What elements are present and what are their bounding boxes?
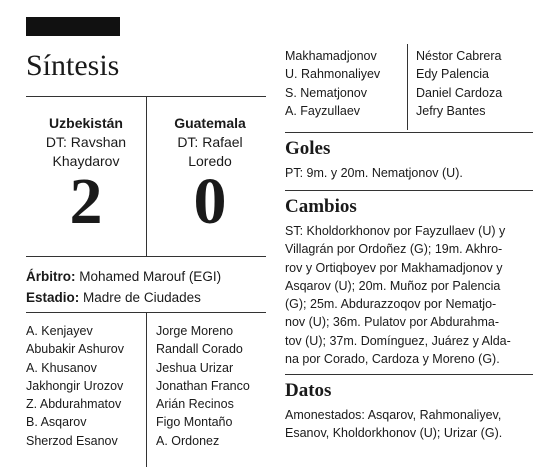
- text-line: Villagrán por Ordoñez (G); 19m. Akhro-: [285, 242, 503, 257]
- text-line: nov (U); 36m. Pulatov por Abdurahma-: [285, 315, 499, 330]
- list-item: B. Asqarov: [26, 415, 87, 430]
- divider: [285, 132, 533, 133]
- list-item: A. Fayzullaev: [285, 103, 361, 118]
- score-divider: [146, 96, 147, 256]
- home-score: 2: [69, 165, 103, 238]
- list-item: Figo Montaño: [156, 415, 233, 430]
- list-item: Daniel Cardoza: [416, 85, 503, 100]
- divider: [285, 190, 533, 191]
- away-coach-line2: Loredo: [188, 153, 232, 169]
- page-title: Síntesis: [26, 49, 120, 82]
- list-item: Jonathan Franco: [156, 378, 250, 393]
- header-bar: [26, 17, 120, 36]
- referee-row: [26, 266, 221, 287]
- cambios-heading: Cambios: [285, 196, 357, 217]
- text-line: (G); 25m. Abdurazzoqov por Nematjo-: [285, 297, 497, 312]
- away-team: [150, 114, 270, 171]
- list-item: A. Khusanov: [26, 360, 97, 375]
- datos-heading: Datos: [285, 380, 332, 401]
- stadium-label: Estadio:: [26, 290, 80, 305]
- text-line: Esanov, Kholdorkhonov (U); Urizar (G).: [285, 426, 503, 441]
- home-coach-line1: DT: Ravshan: [45, 134, 127, 150]
- referee-label: Árbitro:: [26, 269, 76, 284]
- datos-text: [285, 406, 533, 443]
- list-item: S. Nematjonov: [285, 85, 367, 100]
- list-item: A. Kenjayev: [26, 324, 93, 338]
- away-score: 0: [193, 165, 227, 238]
- lineup-divider: [407, 44, 408, 130]
- list-item: Sherzod Esanov: [26, 433, 118, 448]
- text-line: tov (U); 37m. Domínguez, Juárez y Alda-: [285, 333, 511, 348]
- away-coach-line1: DT: Rafael: [177, 134, 243, 150]
- home-lineup-continued: [285, 47, 380, 120]
- home-team-name: Uzbekistán: [49, 115, 123, 131]
- home-team: [26, 114, 146, 171]
- list-item: Makhamadjonov: [285, 49, 377, 63]
- stadium-row: [26, 287, 221, 308]
- home-coach-line2: Khaydarov: [52, 153, 120, 169]
- list-item: Jeshua Urizar: [156, 360, 234, 375]
- text-line: na por Corado, Cardoza y Moreno (G).: [285, 352, 500, 367]
- divider: [26, 256, 266, 257]
- list-item: Abubakir Ashurov: [26, 342, 124, 357]
- text-line: Asqarov (U); 20m. Muñoz por Palencia: [285, 278, 501, 293]
- text-line: ST: Kholdorkhonov por Fayzullaev (U) y: [285, 224, 506, 238]
- list-item: Néstor Cabrera: [416, 49, 502, 63]
- list-item: Jefry Bantes: [416, 103, 486, 118]
- list-item: U. Rahmonaliyev: [285, 67, 381, 82]
- away-team-name: Guatemala: [174, 115, 246, 131]
- list-item: A. Ordonez: [156, 433, 220, 448]
- lineup-divider: [146, 312, 147, 467]
- text-line: PT: 9m. y 20m. Nematjonov (U).: [285, 166, 463, 180]
- referee-value: Mohamed Marouf (EGI): [79, 269, 222, 284]
- cambios-text: [285, 222, 533, 368]
- away-lineup-continued: [416, 47, 502, 120]
- list-item: Jorge Moreno: [156, 324, 234, 338]
- list-item: Z. Abdurahmatov: [26, 397, 122, 412]
- text-line: Amonestados: Asqarov, Rahmonaliyev,: [285, 408, 502, 422]
- stadium-value: Madre de Ciudades: [83, 290, 201, 305]
- list-item: Jakhongir Urozov: [26, 378, 124, 393]
- match-info: [26, 266, 221, 308]
- home-lineup: [26, 322, 124, 450]
- right-column: [285, 0, 542, 467]
- goles-text: [285, 164, 533, 182]
- list-item: Randall Corado: [156, 342, 243, 357]
- list-item: Arián Recinos: [156, 397, 234, 412]
- goles-heading: Goles: [285, 138, 331, 159]
- list-item: Edy Palencia: [416, 67, 489, 82]
- divider: [285, 374, 533, 375]
- away-lineup: [156, 322, 250, 450]
- text-line: rov y Ortiqboyev por Makhamadjonov y: [285, 260, 503, 275]
